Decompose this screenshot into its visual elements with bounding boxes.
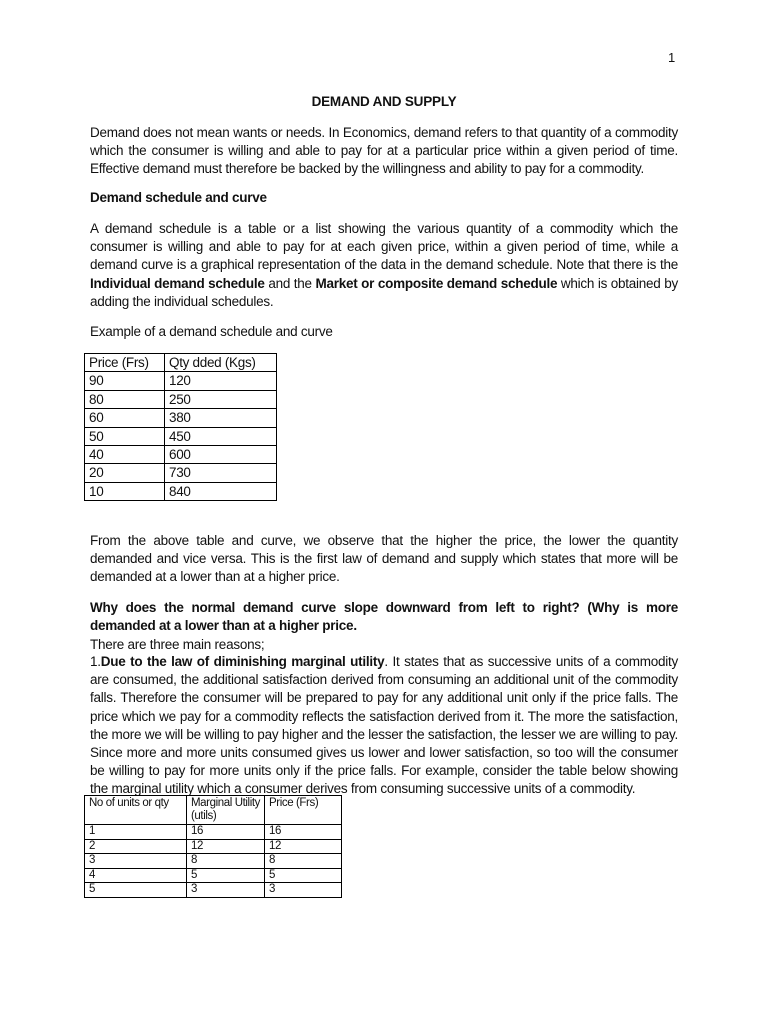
- paragraph-text: which is obtained by adding the individual schedules.: [90, 275, 678, 309]
- qty-cell: 600: [165, 446, 277, 464]
- question-heading: Why does the normal demand curve slope downward from left to right? (Why is more demanded at a lower than at a higher price.: [90, 600, 678, 634]
- bold-term-individual: Individual demand schedule: [90, 275, 265, 291]
- units-cell: 5: [85, 883, 187, 898]
- utility-cell: 5: [187, 868, 265, 883]
- table-row: [85, 883, 342, 898]
- utility-cell: 12: [187, 839, 265, 854]
- table-row: [85, 854, 342, 869]
- table-header-cell: No of units or qty: [85, 796, 187, 825]
- units-cell: 3: [85, 854, 187, 869]
- qty-cell: 120: [165, 372, 277, 390]
- price-cell: 8: [265, 854, 342, 869]
- price-cell: 5: [265, 868, 342, 883]
- price-cell: 16: [265, 825, 342, 840]
- observation-paragraph: From the above table and curve, we observe that the higher the price, the lower the quantity demanded and vice versa. This is the first law of demand and supply which states that more will be demanded at a lower than at a higher price.: [90, 533, 678, 585]
- price-cell: 10: [85, 482, 165, 500]
- table-header-cell: Marginal Utility (utils): [187, 796, 265, 825]
- units-cell: 2: [85, 839, 187, 854]
- price-cell: 20: [85, 464, 165, 482]
- price-cell: 50: [85, 427, 165, 445]
- price-cell: 3: [265, 883, 342, 898]
- reason-number: 1.: [90, 654, 101, 669]
- intro-paragraph: Demand does not mean wants or needs. In Economics, demand refers to that quantity of a commodity which the consumer is willing and able to pay for at a particular price within a given period of time. Effective demand must therefore be backed by the willingness and ability to pay for a commodity.: [90, 125, 678, 177]
- utility-cell: 8: [187, 854, 265, 869]
- table-row: [85, 868, 342, 883]
- price-cell: 40: [85, 446, 165, 464]
- table-row: [85, 482, 277, 500]
- paragraph-text: and the: [264, 275, 316, 291]
- table-header-row: [85, 354, 277, 372]
- example-label: Example of a demand schedule and curve: [90, 324, 333, 339]
- table-row: [85, 390, 277, 408]
- marginal-utility-table: [84, 795, 342, 898]
- table-row: [85, 372, 277, 390]
- price-cell: 60: [85, 409, 165, 427]
- qty-cell: 840: [165, 482, 277, 500]
- qty-cell: 250: [165, 390, 277, 408]
- demand-schedule-paragraph: [90, 220, 678, 311]
- reason1-text: . It states that as successive units of a commodity are consumed, the additional satisfaction derived from consuming an additional unit of the commodity falls. Therefore the consumer will be prepared to pay for any additional unit only if the price falls. The price which we pay for a commodity reflects the satisfaction derived from it. The more the satisfaction, the more we will be willing to pay higher and the lesser the satisfaction, the lesser we are willing to pay. Since more and more units consumed gives us lower and lower satisfaction, so too will the consumer be willing to pay for more units only if the price falls. For example, consider the table below showing the marginal utility which a consumer derives from consuming successive units of a commodity.: [90, 654, 679, 797]
- table-row: [85, 825, 342, 840]
- table-row: [85, 427, 277, 445]
- document-title: DEMAND AND SUPPLY: [311, 94, 457, 109]
- table-row: [85, 446, 277, 464]
- section-heading-demand-schedule: Demand schedule and curve: [90, 190, 267, 205]
- reasons-intro: There are three main reasons;: [90, 637, 265, 652]
- table-header-row: [85, 796, 342, 825]
- table-header-cell: Price (Frs): [265, 796, 342, 825]
- table-row: [85, 839, 342, 854]
- qty-cell: 380: [165, 409, 277, 427]
- qty-cell: 450: [165, 427, 277, 445]
- table-header-cell: Price (Frs): [85, 354, 165, 372]
- units-cell: 1: [85, 825, 187, 840]
- price-cell: 12: [265, 839, 342, 854]
- price-cell: 80: [85, 390, 165, 408]
- table-row: [85, 464, 277, 482]
- table-header-cell: Qty dded (Kgs): [165, 354, 277, 372]
- demand-schedule-table: [84, 353, 277, 501]
- qty-cell: 730: [165, 464, 277, 482]
- price-cell: 90: [85, 372, 165, 390]
- reason1-paragraph: [90, 653, 678, 799]
- table-row: [85, 409, 277, 427]
- reason1-title: Due to the law of diminishing marginal utility: [100, 654, 385, 669]
- paragraph-text: A demand schedule is a table or a list showing the various quantity of a commodity which the consumer is willing and able to pay for at each given price, within a given period of time, while a demand curve is a graphical representation of the data in the demand schedule. Note that there is the: [90, 221, 678, 273]
- units-cell: 4: [85, 868, 187, 883]
- page-number: 1: [668, 50, 676, 65]
- utility-cell: 16: [187, 825, 265, 840]
- bold-term-market: Market or composite demand schedule: [315, 275, 558, 291]
- utility-cell: 3: [187, 883, 265, 898]
